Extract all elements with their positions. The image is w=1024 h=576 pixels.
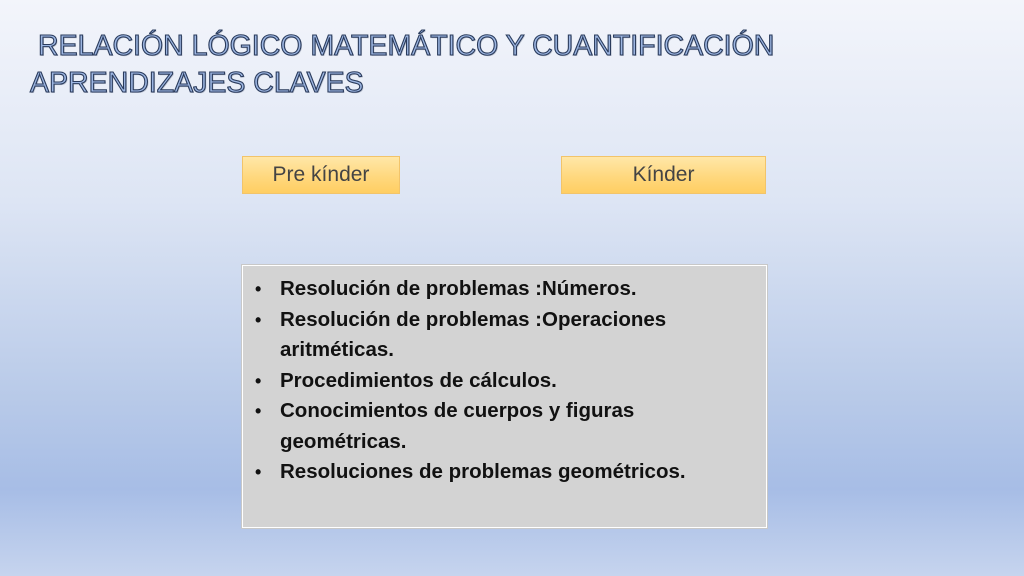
- list-item-text: Conocimientos de cuerpos y figuras geométricas.: [280, 399, 635, 453]
- bullet-icon: •: [255, 279, 262, 299]
- list-item: [255, 396, 752, 457]
- list-item-text: Resolución de problemas :Operaciones aritméticas.: [280, 307, 667, 361]
- list-item-text: Resoluciones de problemas geométricos.: [280, 460, 686, 483]
- bullet-icon: •: [255, 309, 262, 330]
- list-item: [255, 457, 752, 488]
- bullet-icon: •: [255, 370, 262, 391]
- list-item-text: Procedimientos de cálculos.: [280, 368, 557, 392]
- slide-title: [30, 28, 990, 102]
- list-item-text: Resolución de problemas :Números.: [280, 277, 637, 300]
- kinder-label-box: Kínder: [561, 156, 766, 194]
- list-item: [255, 305, 752, 366]
- bullet-icon: •: [255, 401, 262, 421]
- list-item: [255, 366, 752, 397]
- prekinder-label-box: Pre kínder: [242, 156, 400, 194]
- bullet-icon: •: [255, 462, 262, 482]
- learning-content-box: [242, 265, 767, 528]
- slide-title-line-2: APRENDIZAJES CLAVES: [30, 67, 364, 99]
- learning-list: [255, 274, 752, 488]
- list-item: [255, 274, 752, 305]
- slide-title-line-1: RELACIÓN LÓGICO MATEMÁTICO Y CUANTIFICACIÓN: [38, 30, 775, 62]
